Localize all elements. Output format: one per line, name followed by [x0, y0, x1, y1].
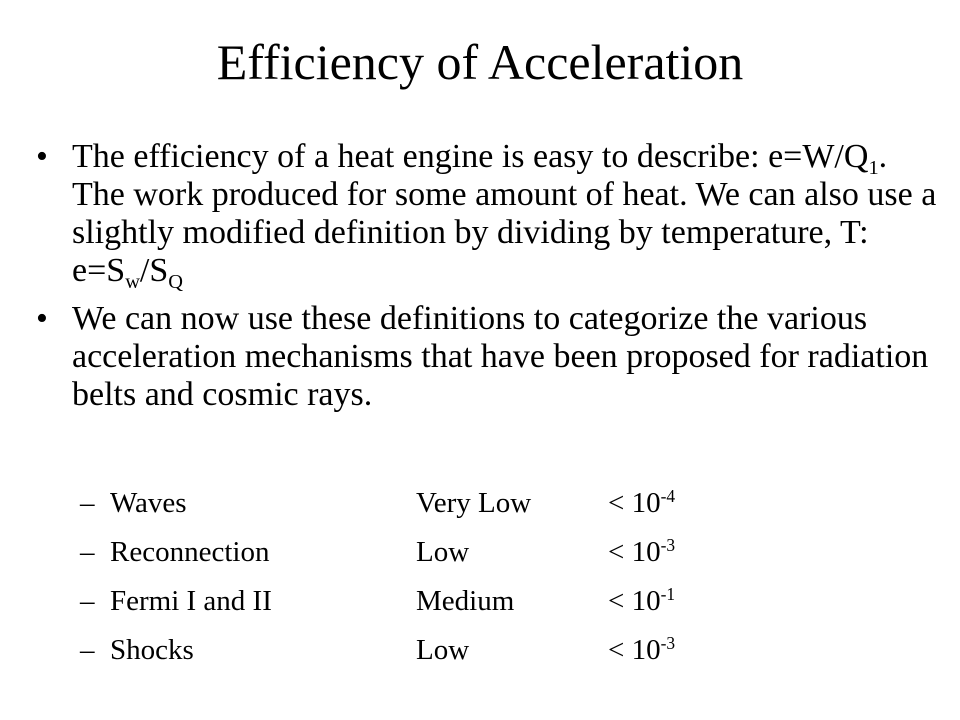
mechanism-name: Waves	[110, 486, 187, 519]
efficiency-level: Low	[416, 535, 470, 568]
value-prefix: < 10	[608, 633, 661, 666]
mechanism-name: Shocks	[110, 633, 194, 666]
bullet-text: We can now use these definitions to categorize the various acceleration mechanisms that have been proposed for radiation belts and cosmic rays.	[72, 300, 929, 413]
value-exponent: -4	[660, 485, 676, 506]
mechanism-row	[80, 625, 748, 674]
value-prefix: < 10	[608, 486, 661, 519]
mechanism-name: Fermi I and II	[110, 584, 272, 617]
subscript: Q	[168, 271, 184, 294]
efficiency-value	[608, 527, 748, 576]
bullet-item-categorize	[36, 300, 944, 414]
value-prefix: < 10	[608, 535, 661, 568]
bullet-marker: •	[36, 138, 48, 175]
slide-title: Efficiency of Acceleration	[216, 34, 744, 90]
value-prefix: < 10	[608, 584, 661, 617]
mechanism-row	[80, 527, 748, 576]
row-dash: –	[80, 486, 95, 519]
row-dash: –	[80, 584, 95, 617]
bullet-marker: •	[36, 300, 48, 337]
value-exponent: -1	[660, 583, 676, 604]
efficiency-value	[608, 576, 748, 625]
row-dash: –	[80, 633, 95, 666]
value-exponent: -3	[660, 534, 676, 555]
efficiency-value	[608, 478, 748, 527]
mechanism-row	[80, 478, 748, 527]
subscript: 1	[868, 157, 879, 180]
value-exponent: -3	[660, 632, 676, 653]
bullet-list	[36, 138, 944, 424]
bullet-text: /S	[139, 252, 169, 289]
mechanism-row	[80, 576, 748, 625]
efficiency-value	[608, 625, 748, 674]
efficiency-level: Low	[416, 633, 470, 666]
efficiency-level: Very Low	[416, 486, 532, 519]
bullet-text: The efficiency of a heat engine is easy to describe: e=W/Q	[72, 138, 869, 175]
bullet-item-efficiency	[36, 138, 944, 294]
efficiency-level: Medium	[416, 584, 515, 617]
mechanism-table	[80, 478, 748, 674]
bullet-text: . The work produced for some amount of heat. We can also use a slightly modified definition by dividing by temperature, T: e=S	[72, 138, 937, 289]
mechanism-name: Reconnection	[110, 535, 270, 568]
row-dash: –	[80, 535, 95, 568]
subscript: w	[125, 271, 140, 294]
